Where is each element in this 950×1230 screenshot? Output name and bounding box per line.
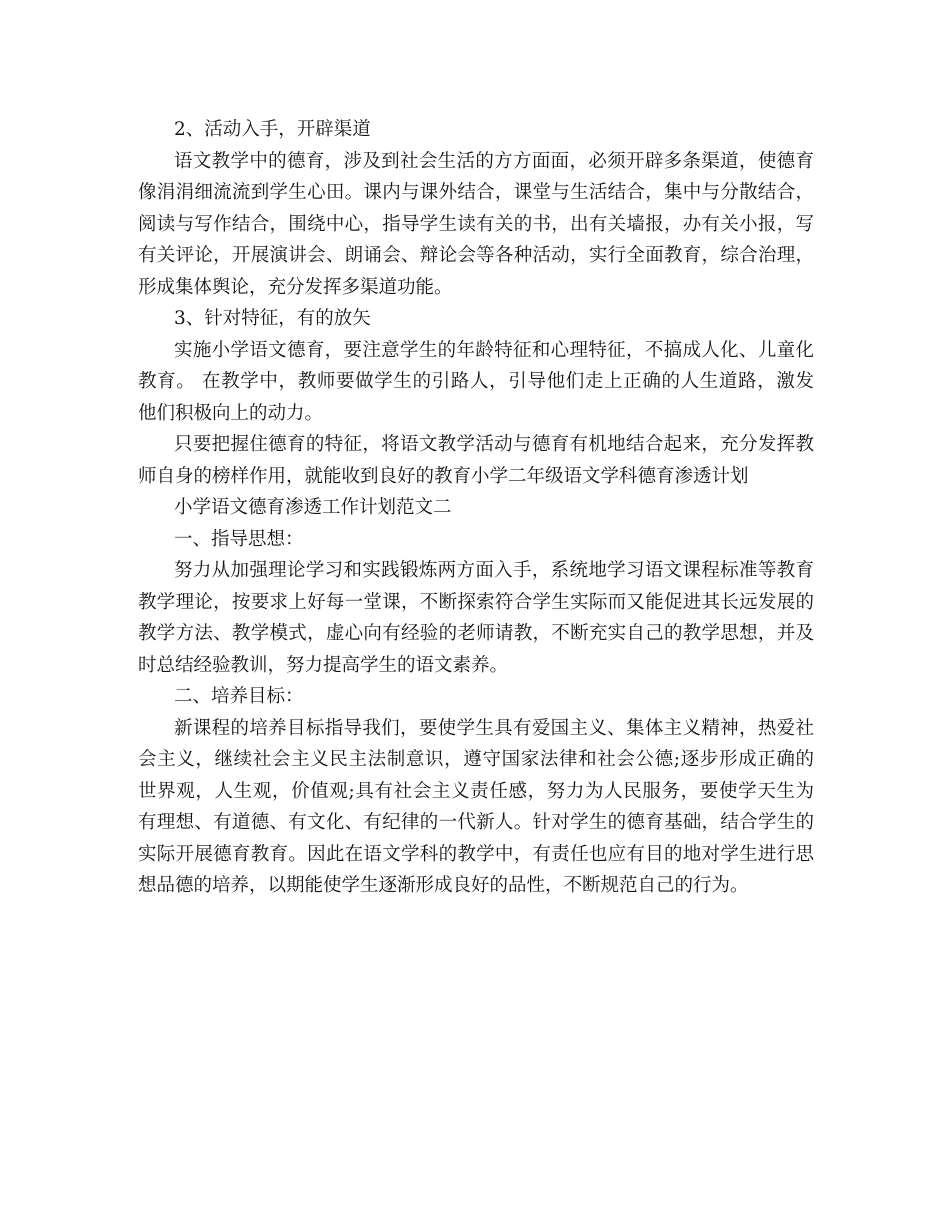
- text-line: 有关评论，开展演讲会、朗诵会、辩论会等各种活动，实行全面教育，综合治理，: [138, 245, 814, 266]
- text-line: 时总结经验教训，努力提高学生的语文素养。: [138, 654, 509, 676]
- text-line: 努力从加强理论学习和实践锻炼两方面入手，系统地学习语文课程标准等教育: [174, 560, 814, 581]
- text-line: 一、指导思想：: [174, 528, 304, 550]
- text-line: 他们积极向上的动力。: [138, 402, 324, 424]
- text-line: 会主义，继续社会主义民主法制意识，遵守国家法律和社会公德;逐步形成正确的: [138, 749, 814, 770]
- text-line: 二、培养目标：: [174, 686, 304, 707]
- text-line: 世界观，人生观，价值观;具有社会主义责任感，努力为人民服务，要使学天生为: [138, 780, 814, 802]
- text-line: 阅读与写作结合，围绕中心，指导学生读有关的书，出有关墙报，办有关小报，写: [138, 213, 814, 235]
- text-line: 教学理论，按要求上好每一堂课，不断探索符合学生实际而又能促进其长远发展的: [138, 591, 814, 613]
- document-body: [138, 114, 814, 902]
- text-line: 像涓涓细流流到学生心田。课内与课外结合，课堂与生活结合，集中与分散结合，: [138, 182, 814, 203]
- text-line: 有理想、有道德、有文化、有纪律的一代新人。针对学生的德育基础，结合学生的: [138, 812, 814, 833]
- text-line: 形成集体舆论，充分发挥多渠道功能。: [138, 276, 453, 298]
- text-line: 只要把握住德育的特征，将语文教学活动与德育有机地结合起来，充分发挥教: [174, 434, 814, 455]
- text-line: 师自身的榜样作用，就能收到良好的教育小学二年级语文学科德育渗透计划: [138, 465, 749, 487]
- text-line: 想品德的培养，以期能使学生逐渐形成良好的品性，不断规范自己的行为。: [138, 875, 749, 896]
- text-line: 2、活动入手，开辟渠道: [174, 119, 371, 140]
- text-line: 实施小学语文德育，要注意学生的年龄特征和心理特征，不搞成人化、儿童化: [174, 339, 814, 361]
- text-line: 实际开展德育教育。因此在语文学科的教学中，有责任也应有目的地对学生进行思: [138, 843, 814, 865]
- text-line: 语文教学中的德育，涉及到社会生活的方方面面，必须开辟多条渠道，使德育: [174, 150, 814, 172]
- text-line: 小学语文德育渗透工作计划范文二: [174, 497, 452, 518]
- text-line: 教育。 在教学中，教师要做学生的引路人，引导他们走上正确的人生道路，激发: [138, 371, 814, 392]
- text-line: 教学方法、教学模式，虚心向有经验的老师请教，不断充实自己的教学思想，并及: [138, 623, 814, 644]
- text-line: 3、针对特征，有的放矢: [174, 308, 371, 329]
- text-line: 新课程的培养目标指导我们，要使学生具有爱国主义、集体主义精神，热爱社: [174, 717, 814, 739]
